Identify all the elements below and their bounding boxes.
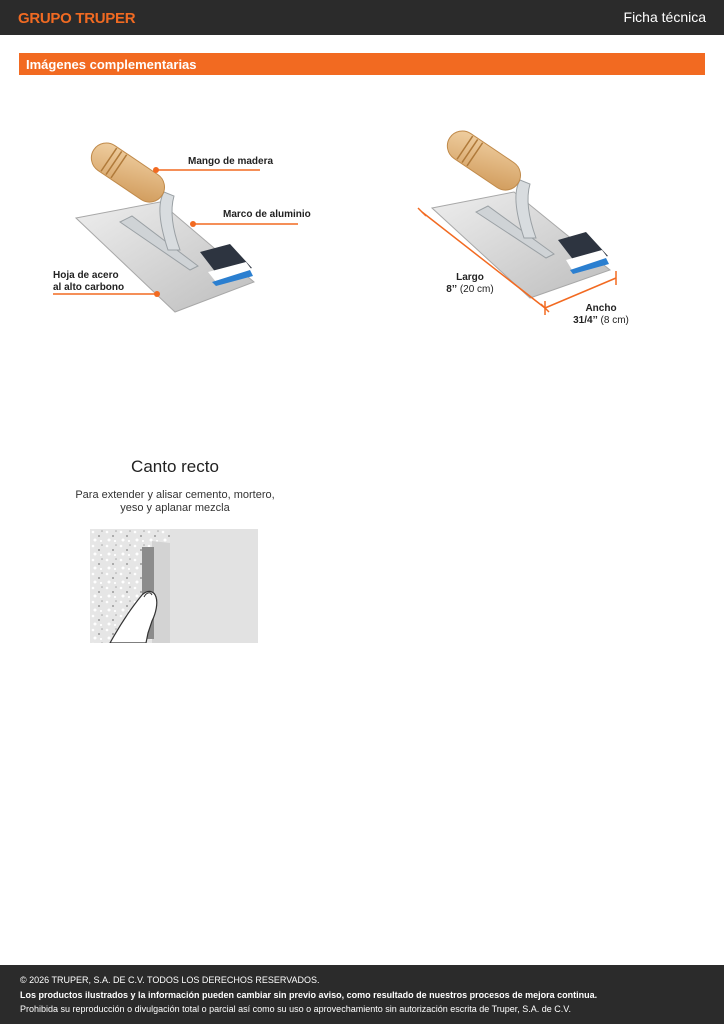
blade-callout	[53, 270, 124, 294]
handle-callout	[188, 156, 273, 168]
length-callout	[440, 272, 500, 296]
trowel-parts-image	[40, 140, 320, 325]
document-type: Ficha técnica	[623, 9, 706, 25]
frame-label: Marco de aluminio	[223, 209, 311, 220]
length-label: Largo	[456, 272, 484, 283]
blade-label-line1: Hoja de acero	[53, 270, 119, 281]
blade-label-line2: al alto carbono	[53, 282, 125, 293]
length-value: 8’’	[446, 284, 458, 295]
section-header	[19, 53, 705, 75]
top-bar	[0, 0, 724, 35]
footer-copyright: © 2026 TRUPER, S.A. DE C.V. TODOS LOS DERECHOS RESERVADOS.	[20, 975, 320, 985]
brand-logo: GRUPO TRUPER	[18, 10, 136, 27]
section-title: Imágenes complementarias	[26, 57, 197, 72]
usage-description-line2: yeso y aplanar mezcla	[120, 502, 230, 514]
handle-label: Mango de madera	[188, 156, 274, 167]
footer-prohibition: Prohibida su reproducción o divulgación total o parcial así como su uso o aprovechamiento sin autorización escrita de Truper, S.A. de C.V.	[20, 1004, 571, 1014]
width-label: Ancho	[585, 303, 617, 314]
usage-description-line1: Para extender y alisar cemento, mortero,	[75, 489, 275, 501]
usage-illustration	[90, 529, 258, 643]
usage-title: Canto recto	[131, 457, 219, 476]
footer-notice: Los productos ilustrados y la información pueden cambiar sin previo aviso, como resultado de nuestros procesos de mejora continua.	[20, 990, 598, 1000]
usage-description	[70, 489, 280, 515]
width-metric: (8 cm)	[600, 315, 629, 326]
frame-callout	[223, 209, 311, 221]
footer	[0, 965, 724, 1024]
length-metric: (20 cm)	[459, 284, 494, 295]
width-value: 31/4’’	[573, 315, 598, 326]
width-callout	[568, 303, 634, 327]
